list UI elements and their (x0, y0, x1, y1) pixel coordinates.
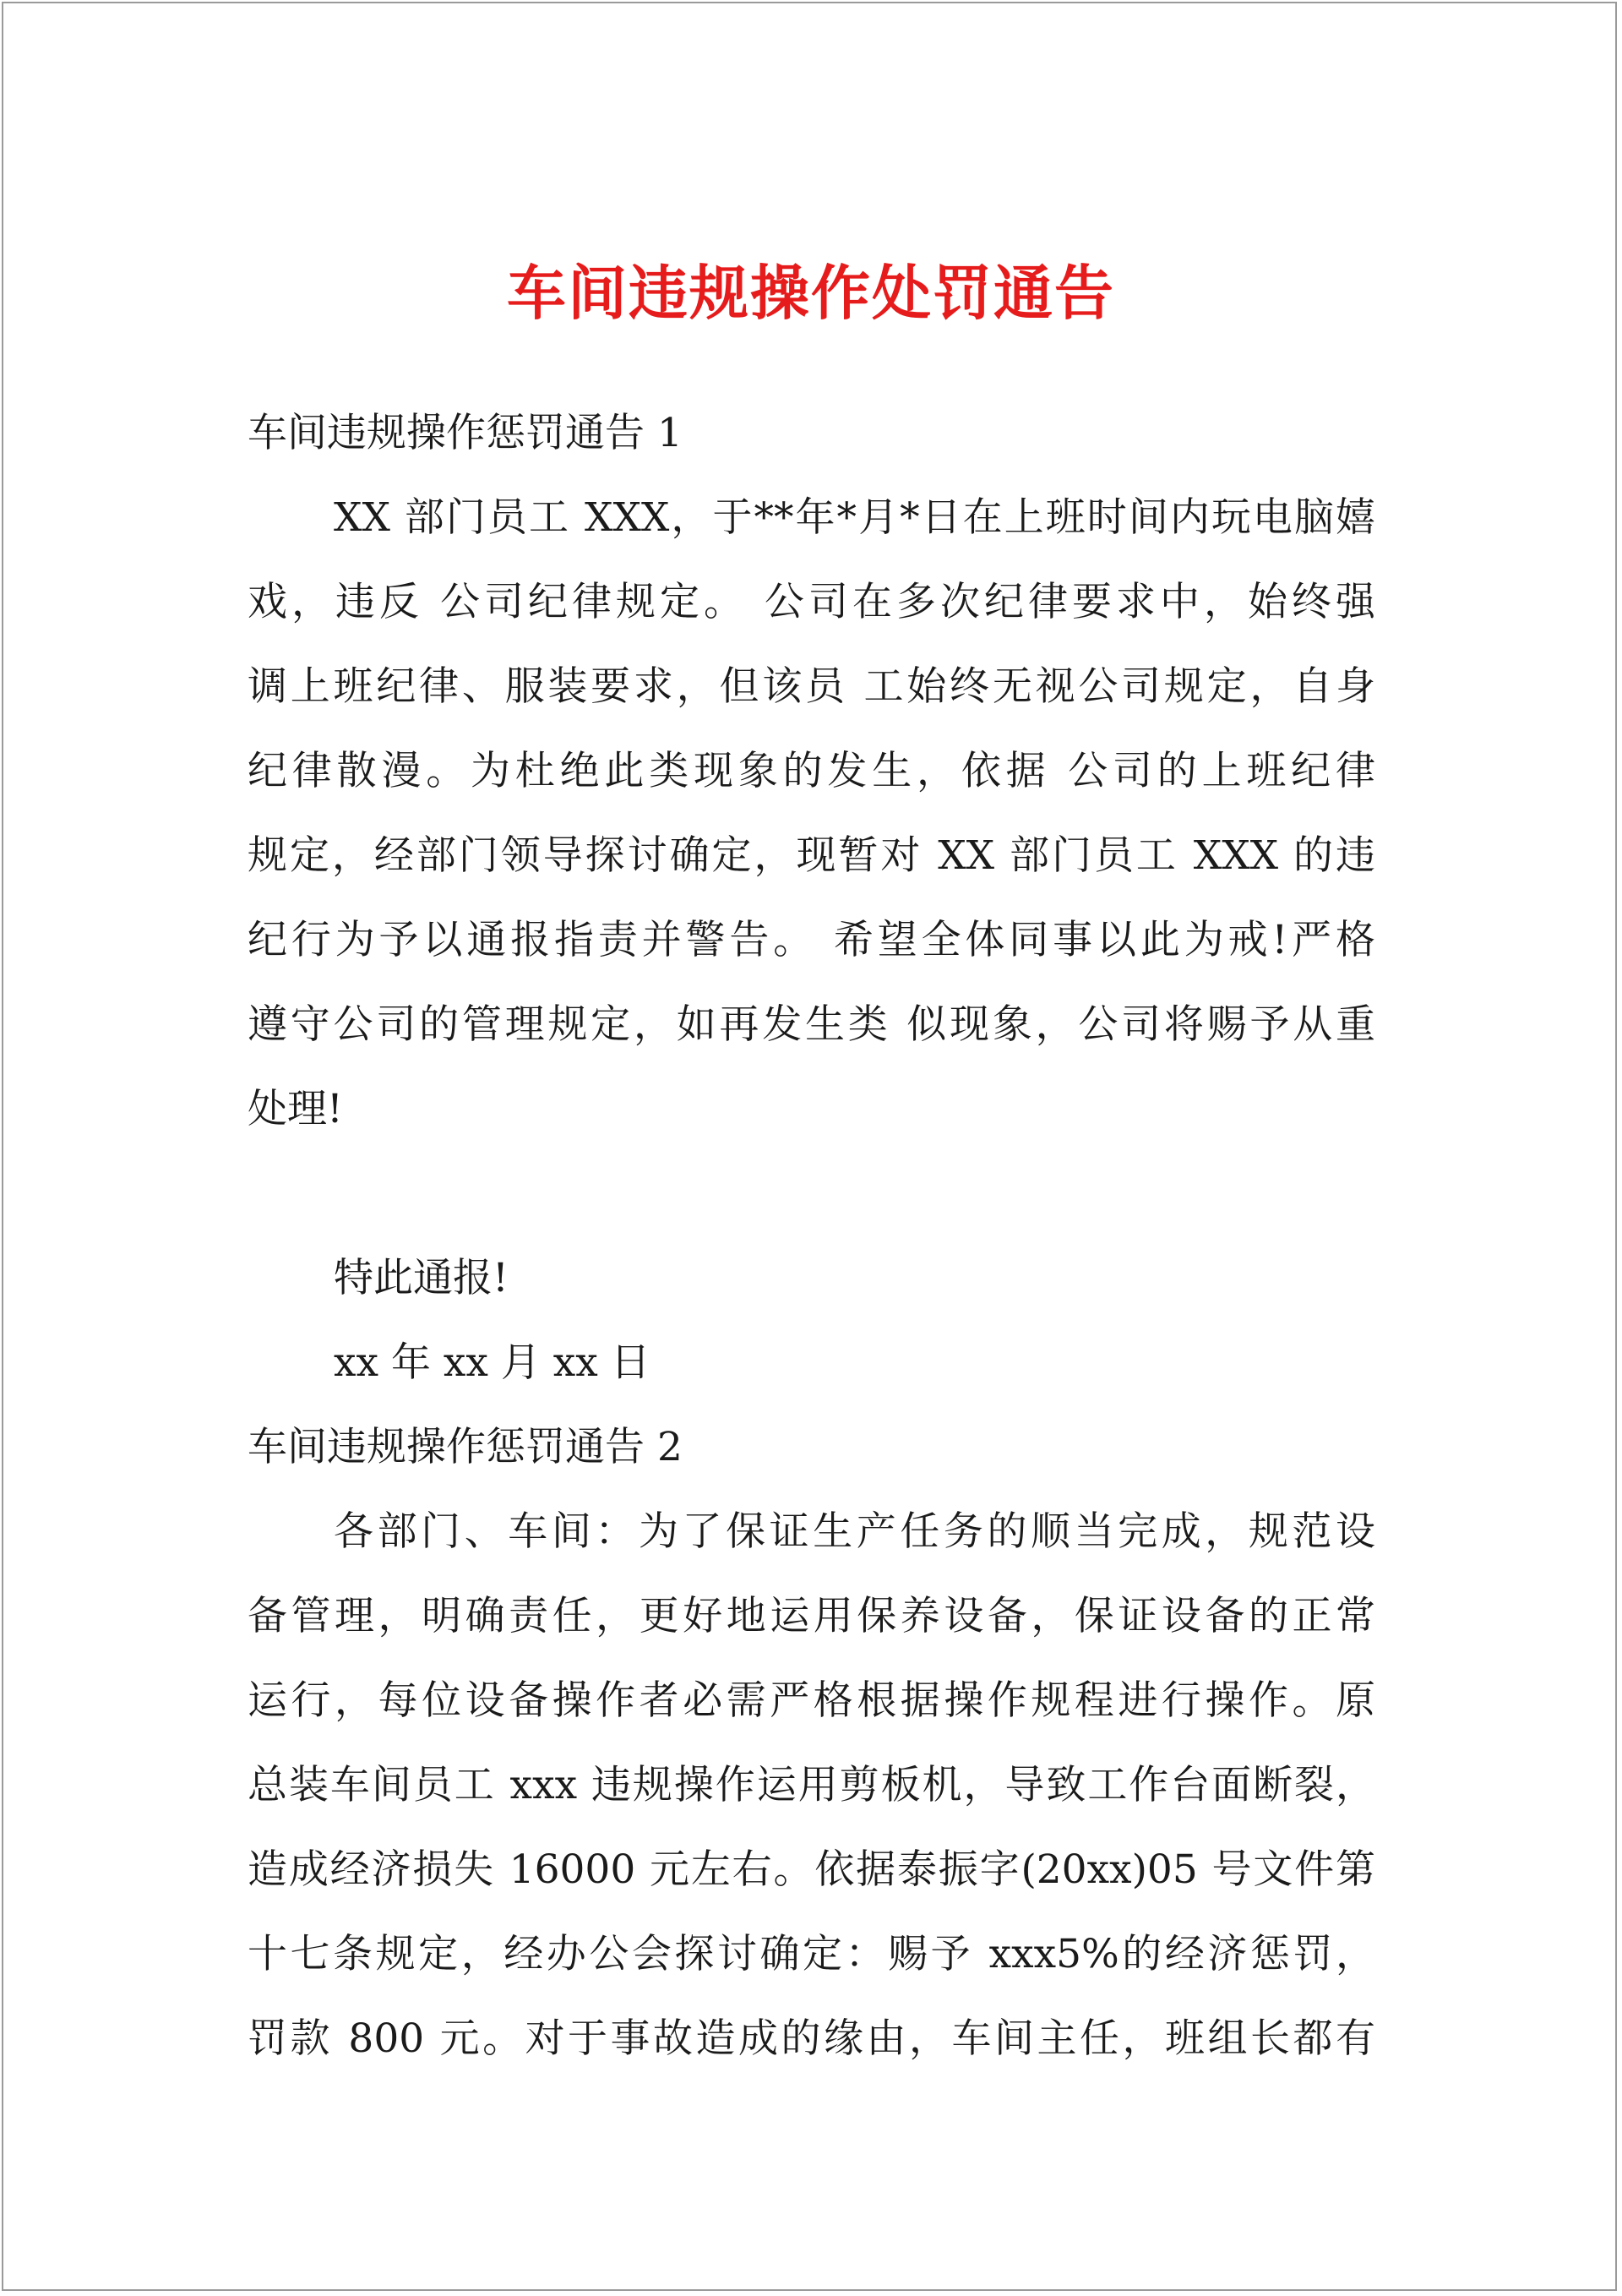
section1-line-7: 遵守公司的管理规定，如再发生类 似现象，公司将赐予从重 (248, 1001, 1375, 1048)
section1-line-3: 调上班纪律、服装要求，但该员 工始终无视公司规定，自身 (248, 663, 1375, 710)
section2-line-7: 罚款 800 元。对于事故造成的缘由，车间主任，班组长都有 (248, 2015, 1375, 2062)
section1-heading: 车间违规操作惩罚通告 1 (248, 410, 683, 456)
document-title: 车间违规操作处罚通告 (507, 258, 1115, 328)
section1-line-6: 纪行为予以通报指责并警告。 希望全体同事以此为戒!严格 (248, 917, 1375, 963)
section2-line-2: 备管理，明确责任，更好地运用保养设备，保证设备的正常 (248, 1593, 1375, 1639)
section2-line-1: 各部门、车间：为了保证生产任务的顺当完成，规范设 (334, 1508, 1375, 1555)
section2-line-5: 造成经济损失 16000 元左右。依据泰振字(20xx)05 号文件第 (248, 1846, 1375, 1893)
section2-line-3: 运行，每位设备操作者必需严格根据操作规程进行操作。原 (248, 1677, 1375, 1724)
section2-line-4: 总装车间员工 xxx 违规操作运用剪板机，导致工作台面断裂， (248, 1762, 1375, 1808)
section1-closing: 特此通报! (334, 1255, 509, 1301)
section1-line-2: 戏，违反 公司纪律规定。 公司在多次纪律要求中，始终强 (248, 579, 1375, 625)
section1-line-4: 纪律散漫。为杜绝此类现象的发生，依据 公司的上班纪律 (248, 748, 1375, 794)
section1-line-8: 处理! (248, 1086, 343, 1132)
section2-heading: 车间违规操作惩罚通告 2 (248, 1424, 683, 1470)
section1-line-1: XX 部门员工 XXX，于**年*月*日在上班时间内玩电脑嬉 (334, 494, 1375, 541)
section1-date: xx 年 xx 月 xx 日 (334, 1339, 650, 1386)
section1-line-5: 规定，经部门领导探讨确定，现暂对 XX 部门员工 XXX 的违 (248, 832, 1375, 879)
section2-line-6: 十七条规定，经办公会探讨确定：赐予 xxx5%的经济惩罚， (248, 1931, 1375, 1977)
